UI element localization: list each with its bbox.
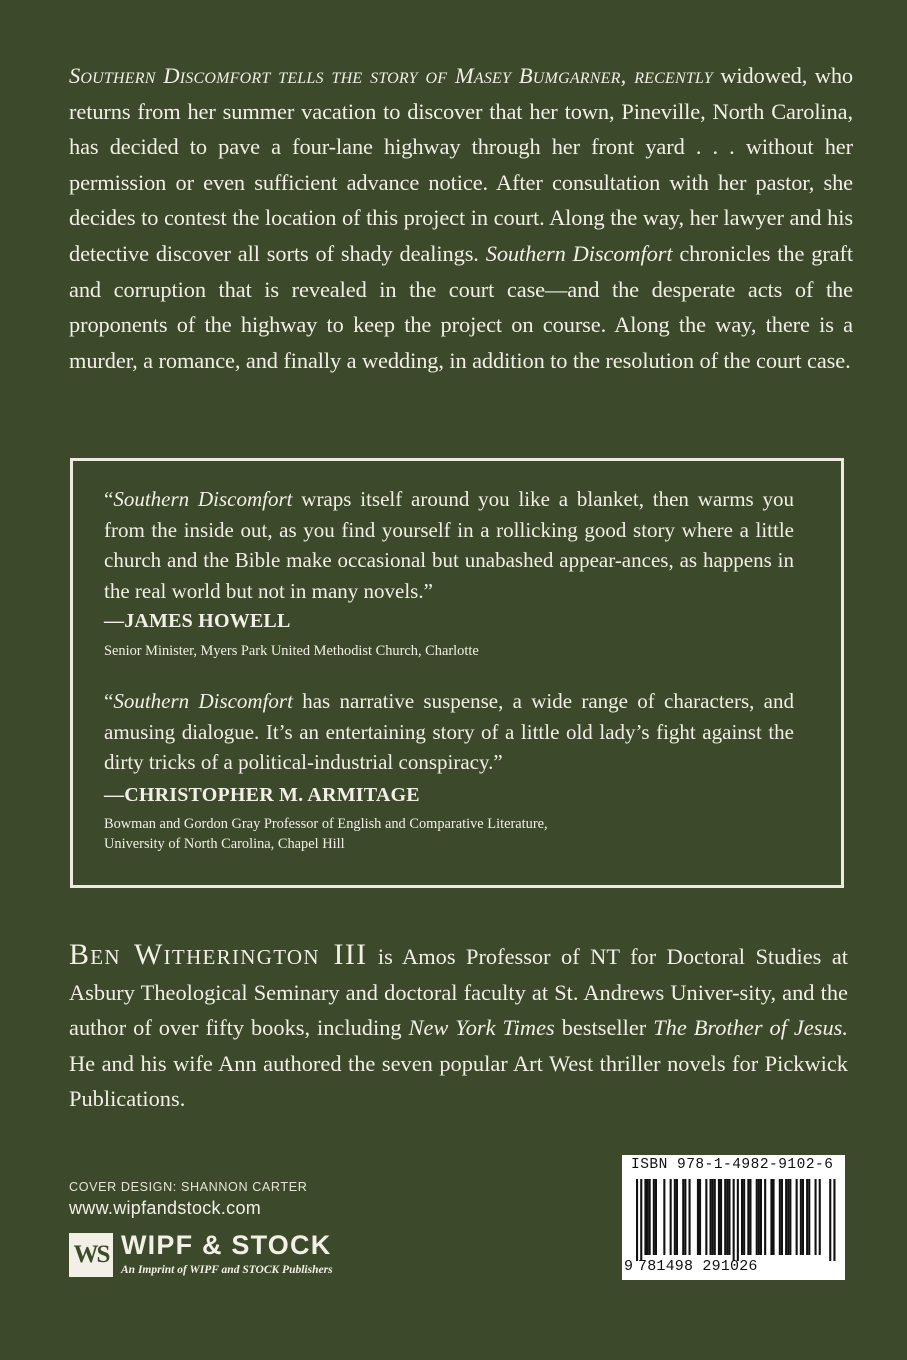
affiliation-line: Bowman and Gordon Gray Professor of English and Comparative Literature, bbox=[104, 816, 548, 832]
quote-open-mark: “ bbox=[104, 689, 114, 713]
barcode-bar bbox=[758, 1179, 760, 1255]
barcode-bar bbox=[636, 1179, 638, 1261]
barcode-bar bbox=[785, 1179, 787, 1255]
book-description bbox=[69, 58, 853, 378]
quote-text: wraps itself around you like a blanket, then warms you from the inside out, as you find yourself in a rollicking good story where a little church and the Bible make occasional but unabashed appear-ances, as happens in the real world but not in many novels.” bbox=[104, 487, 795, 603]
barcode-bar bbox=[815, 1179, 817, 1255]
cover-design-credit: COVER DESIGN: SHANNON CARTER bbox=[69, 1180, 308, 1194]
description-text-1: widowed, who returns from her summer vacation to discover that her town, Pineville, North Carolina, has decided to pave a four-lane highway through her front yard . . . without her permission or even sufficient advance notice. After consultation with her pastor, she decides to contest the location of this project in court. Along the way, her lawyer and his detective discover all sorts of shady dealings. bbox=[69, 63, 854, 266]
barcode-bar bbox=[728, 1179, 730, 1255]
barcode-bar bbox=[800, 1179, 802, 1255]
endorsement-quote-1 bbox=[104, 484, 794, 606]
barcode-bar bbox=[710, 1179, 712, 1255]
barcode-bar bbox=[653, 1179, 655, 1255]
barcode-bar bbox=[819, 1179, 821, 1255]
barcode-bar bbox=[802, 1179, 804, 1255]
barcode-bar bbox=[749, 1179, 751, 1255]
barcode-bar bbox=[649, 1179, 651, 1255]
barcode-bar bbox=[647, 1179, 649, 1255]
quote-book-title: Southern Discomfort bbox=[113, 689, 293, 713]
isbn-label: ISBN 978-1-4982-9102-6 bbox=[631, 1157, 834, 1173]
barcode-bar bbox=[655, 1179, 657, 1255]
barcode-bar bbox=[733, 1179, 735, 1261]
barcode-bar bbox=[737, 1179, 739, 1261]
bio-nyt: New York Times bbox=[408, 1015, 555, 1041]
isbn-barcode bbox=[622, 1155, 845, 1280]
author-bio bbox=[69, 937, 848, 1117]
description-text-2: chronicles the graft and corruption that is revealed in the court case—and the desperate acts of the proponents of the highway to keep the project on course. Along the way, there is a murder, a romance, and finally a wedding, in addition to the resolution of the court case. bbox=[69, 240, 853, 373]
barcode-bar bbox=[682, 1179, 684, 1255]
barcode-bar bbox=[699, 1179, 701, 1255]
endorser-affiliation-1 bbox=[104, 641, 804, 661]
barcode-bar bbox=[833, 1179, 835, 1261]
barcode-bar bbox=[720, 1179, 722, 1255]
barcode-bar bbox=[756, 1179, 758, 1255]
barcode-bars bbox=[622, 1179, 845, 1261]
affiliation-line: University of North Carolina, Chapel Hill bbox=[104, 836, 345, 852]
barcode-bar bbox=[741, 1179, 743, 1255]
publisher-tagline: An Imprint of WIPF and STOCK Publishers bbox=[121, 1264, 333, 1276]
isbn-digits: 781498 291026 bbox=[638, 1258, 758, 1275]
barcode-bar bbox=[789, 1179, 791, 1255]
bio-book-title: The Brother of Jesus. bbox=[653, 1015, 848, 1041]
affiliation-line: Senior Minister, Myers Park United Methodist Church, Charlotte bbox=[104, 643, 479, 659]
barcode-bar bbox=[712, 1179, 714, 1255]
quote-open-mark: “ bbox=[104, 487, 114, 511]
description-book-title: Southern Discomfort bbox=[485, 240, 673, 266]
barcode-bar bbox=[714, 1179, 716, 1255]
barcode-bar bbox=[770, 1179, 772, 1255]
publisher-name: WIPF & STOCK bbox=[121, 1230, 332, 1260]
barcode-bar bbox=[697, 1179, 699, 1255]
barcode-bar bbox=[676, 1179, 678, 1255]
barcode-bar bbox=[773, 1179, 775, 1255]
quote-book-title: Southern Discomfort bbox=[113, 487, 293, 511]
author-name: Ben Witherington III bbox=[69, 938, 368, 971]
bio-text-3: He and his wife Ann authored the seven popular Art West thriller novels for Pickwick Publications. bbox=[69, 1050, 848, 1112]
barcode-bar bbox=[726, 1179, 728, 1255]
barcode-bar bbox=[764, 1179, 766, 1255]
barcode-bar bbox=[829, 1179, 831, 1261]
publisher-logo-mark: WS bbox=[69, 1233, 113, 1277]
barcode-bar bbox=[674, 1179, 676, 1255]
barcode-bar bbox=[806, 1179, 808, 1255]
barcode-bar bbox=[781, 1179, 783, 1255]
barcode-bar bbox=[796, 1179, 798, 1255]
barcode-bar bbox=[808, 1179, 810, 1255]
barcode-bar bbox=[747, 1179, 749, 1255]
bio-text-1: is Amos Professor of NT for Doctoral Studies at Asbury Theological Seminary and doctoral faculty at St. Andrews Univer-sity, and the author of over fifty books, including bbox=[69, 944, 849, 1041]
endorser-affiliation-2 bbox=[104, 814, 804, 854]
publisher-website[interactable]: www.wipfandstock.com bbox=[69, 1198, 262, 1218]
barcode-bar bbox=[760, 1179, 762, 1255]
barcode-bar bbox=[787, 1179, 789, 1255]
barcode-bar bbox=[684, 1179, 686, 1255]
quote-text: has narrative suspense, a wide range of characters, and amusing dialogue. It’s an entertaining story of a little old lady’s fight against the dirty tricks of a political-industrial conspiracy.” bbox=[104, 689, 794, 774]
isbn-first-digit: 9 bbox=[624, 1258, 634, 1275]
barcode-bar bbox=[743, 1179, 745, 1255]
barcode-bar bbox=[670, 1179, 672, 1255]
endorsement-quote-2 bbox=[104, 686, 794, 778]
description-lead: Southern Discomfort tells the story of Masey Bumgarner, recently bbox=[69, 63, 713, 88]
barcode-bar bbox=[640, 1179, 642, 1261]
barcode-bar bbox=[705, 1179, 707, 1255]
barcode-bar bbox=[689, 1179, 691, 1255]
bio-text-2: bestseller bbox=[554, 1015, 654, 1041]
publisher-logo bbox=[69, 1232, 389, 1284]
endorser-name-1: —JAMES HOWELL bbox=[104, 610, 291, 632]
barcode-bar bbox=[644, 1179, 646, 1255]
barcode-bar bbox=[779, 1179, 781, 1255]
barcode-bar bbox=[718, 1179, 720, 1255]
endorser-name-2: —CHRISTOPHER M. ARMITAGE bbox=[104, 784, 420, 806]
barcode-bar bbox=[663, 1179, 665, 1255]
barcode-bar bbox=[724, 1179, 726, 1255]
